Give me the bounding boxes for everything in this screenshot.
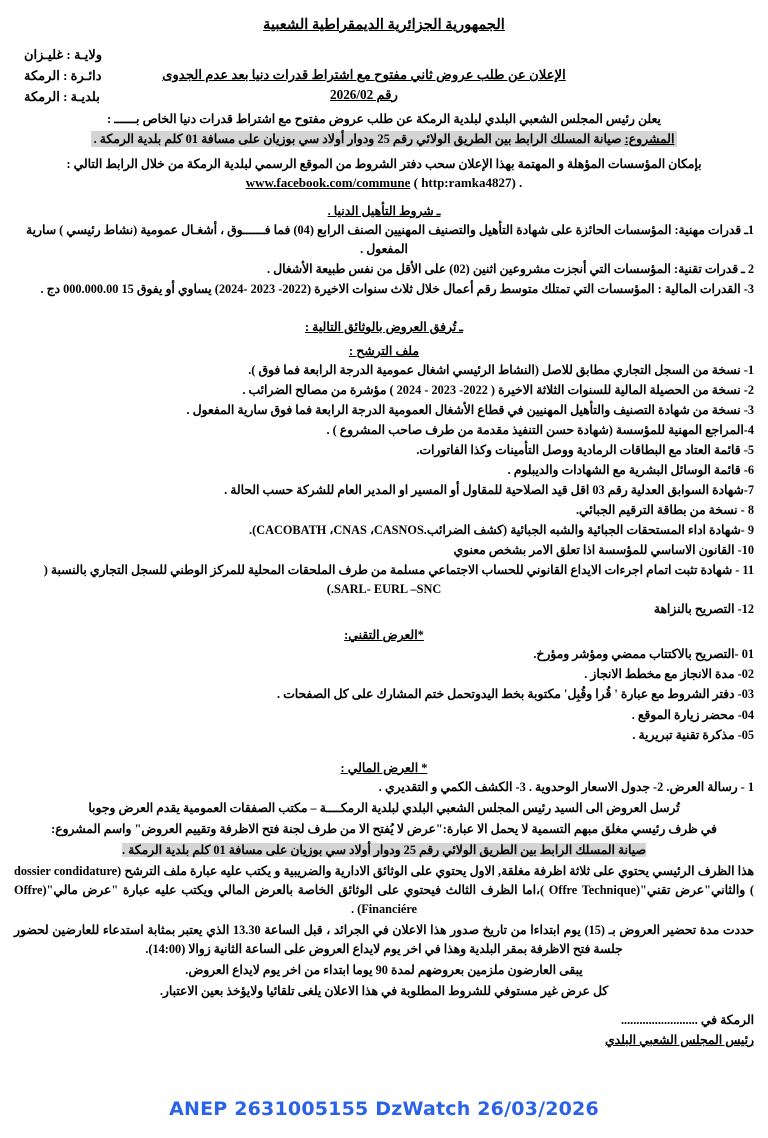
min-qualification-heading: ـ شروط التأهيل الدنيا . bbox=[327, 203, 441, 218]
list-item: 2 ـ قدرات تقنية: المؤسسات التي أنجزت مشروعين اثنين (02) على الأقل من نفس طبيعة الأشغال . bbox=[267, 261, 754, 276]
list-item: 6- قائمة الوسائل البشرية مع الشهادات والديبلوم . bbox=[507, 463, 754, 478]
list-item: 1 - رسالة العرض. 2- جدول الاسعار الوحدوية . 3- الكشف الكمي و التقديري . bbox=[378, 779, 754, 794]
project-label: المشروع: bbox=[624, 131, 675, 146]
list-item: 03- دفتر الشروط مع عبارة ' قُرا وقُبِل' مكتوبة بخط اليدوتحمل ختم المشارك على كل الصفحات . bbox=[276, 687, 754, 702]
project-statement bbox=[14, 131, 754, 147]
submission-paragraph-7: كل عرض غير مستوفي للشروط المطلوبة في هذا الاعلان يلغى تلقائيا ولايؤخذ بعين الاعتبار. bbox=[159, 984, 609, 999]
submission-paragraph-5: حددت مدة تحضير العروض بـ (15) يوم ابتداءا من تاريخ صدور هذا الاعلان في الجرائد ، قبل الساعة 13.30 الذي يعتبر بمثابة استدعاء للعارضين لحضور جلسة فتح الاظرفة بمقر البلدية وهذا في اخر يوم لايداع العروض على الساعة الثانية زوالا (14:00). bbox=[14, 922, 755, 956]
official-website-line bbox=[14, 175, 754, 191]
list-item: 11 - شهادة تثبت اتمام اجرءات الايداع القانوني للحساب الاجتماعي مسلمة من طرف الملحقات المحلية للمركز الوطني للسجل التجاري بالنسبة ( SARL- EURL –SNC.) bbox=[43, 563, 754, 597]
list-item: 05- مذكرة تقنية تبريرية . bbox=[632, 727, 754, 742]
submission-paragraph-6: يبقى العارضون ملزمين بعروضهم لمدة 90 يوما ابتداء من اخر يوم لايداع العروض. bbox=[185, 963, 583, 978]
page-title: الجمهورية الجزائرية الديمقراطية الشعبية bbox=[263, 17, 505, 33]
submission-paragraph-1: تُرسل العروض الى السيد رئيس المجلس الشعبي البلدي لبلدية الرمكــــة – مكتب الصفقات العمومية يقدم العرض وجوبا bbox=[88, 800, 680, 815]
candidacy-file-heading: ملف الترشح : bbox=[348, 343, 420, 358]
list-item: 7-شهادة السوابق العدلية رقم 03 اقل قيد الصلاحية للمقاول أو المسير او المدير العام للشركة حسب الحالة . bbox=[224, 483, 754, 498]
min-qualification-list bbox=[14, 221, 754, 299]
announcement-intro: يعلن رئيس المجلس الشعبي البلدي لبلدية الرمكة عن طلب عروض مفتوح مع اشتراط قدرات دنيا الخاص بــــــ : bbox=[107, 111, 661, 126]
highlighted-project-name: صيانة المسلك الرابط بين الطريق الولائي رقم 25 ودوار أولاد سي بوزيان على مسافة 01 كلم بلدية الرمكة . bbox=[122, 842, 646, 857]
footer bbox=[0, 1098, 768, 1120]
list-item: 3- نسخة من شهادة التصنيف والتأهيل المهنيين في قطاع الأشغال العمومية الدرجة الرابعة فما فوق سارية المفعول . bbox=[186, 402, 754, 417]
list-item: 8 - نسخة من بطاقة الترقيم الجبائي. bbox=[575, 503, 754, 518]
project-description: صيانة المسلك الرابط بين الطريق الولائي رقم 25 ودوار أولاد سي بوزيان على مسافة 01 كلم بلدية الرمكة . bbox=[93, 131, 622, 146]
list-item: 2- نسخة من الحصيلة المالية للسنوات الثلاثة الاخيرة ( 2022- 2023 - 2024 ) مؤشرة من مصالح الضرائب . bbox=[242, 382, 754, 397]
list-item: 01 -التصريح بالاكتتاب ممضي ومؤشر ومؤرخ. bbox=[533, 647, 754, 662]
baladia-line: بلديـة : الرمكة bbox=[24, 89, 100, 105]
url-suffix: ( http:ramka4827) . bbox=[413, 174, 523, 190]
candidacy-file-list bbox=[14, 361, 754, 620]
list-item: 12- التصريح بالنزاهة bbox=[653, 602, 754, 617]
list-item: 5- قائمة العتاد مع البطاقات الرمادية ووصل التأمينات وكذا الفاتورات. bbox=[416, 442, 754, 457]
technical-offer-heading: *العرض التقني: bbox=[344, 628, 424, 643]
list-item: 1ـ قدرات مهنية: المؤسسات الحائزة على شهادة التأهيل والتصنيف المهنيين الصنف الرابع (04) فما فــــــوق ، أشغـال عمومية (نشاط رئيسي ) سارية المفعول . bbox=[26, 222, 754, 256]
signature-signatory: رئيس المجلس الشعبي البلدي bbox=[605, 1032, 754, 1047]
daira-line: دائـرة : الرمكة bbox=[24, 68, 102, 84]
facebook-link[interactable]: www.facebook.com/commune bbox=[245, 174, 411, 190]
signature-block bbox=[14, 1011, 754, 1050]
list-item: 4-المراجع المهنية للمؤسسة (شهادة حسن التنفيذ مقدمة من طرف صاحب المشروع ) . bbox=[326, 422, 754, 437]
documents-intro: ـ تُرفق العروض بالوثائق التالية : bbox=[304, 319, 464, 334]
signature-place-date: الرمكة في ......................... bbox=[620, 1013, 754, 1028]
list-item: 9 -شهادة اداء المستحقات الجبائية والشبه الجبائية (كشف الضرائب.CACOBATH ،CNAS ،CASNOS). bbox=[249, 523, 754, 538]
announcement-title: الإعلان عن طلب عروض ثاني مفتوح مع اشتراط قدرات دنيا بعد عدم الجدوى bbox=[162, 67, 566, 83]
list-item: 04- محضر زيارة الموقع . bbox=[631, 707, 754, 722]
financial-offer-heading: * العرض المالي : bbox=[340, 760, 428, 775]
submission-project-highlight bbox=[14, 841, 754, 860]
financial-offer-list bbox=[14, 778, 754, 797]
list-item: 1- نسخة من السجل التجاري مطابق للاصل (النشاط الرئيسي اشغال عمومية الدرجة الرابعة فما فوق ). bbox=[248, 362, 754, 377]
anep-reference: ANEP 2631005155 DzWatch 26/03/2026 bbox=[169, 1098, 599, 1120]
announcement-number: رقم 2026/02 bbox=[330, 86, 398, 102]
wilaya-line: ولايـة : غليـزان bbox=[24, 47, 103, 62]
list-item: 3- القدرات المالية : المؤسسات التي تمتلك متوسط رقم أعمال خلال ثلاث سنوات الاخيرة (2022- 2023 -2024) يساوي أو يفوق 15 000.000.00 دج . bbox=[40, 281, 754, 296]
technical-offer-list bbox=[14, 645, 754, 744]
withdrawal-note: بإمكان المؤسسات المؤهلة و المهتمة بهذا الإعلان سحب دفتر الشروط من الموقع الرسمي لبلدية الرمكة من خلال الرابط التالي : bbox=[66, 156, 702, 171]
list-item: 02- مدة الانجاز مع مخطط الانجاز . bbox=[584, 667, 754, 682]
submission-paragraph-4: هذا الظرف الرئيسي يحتوي على ثلاثة اظرفة مغلقة, الاول يحتوي على الوثائق الادارية والضريبية و يكتب عليه عبارة ملف الترشح (dossier condidature ) والثاني"عرض تقني"(Offre Technique )،اما الظرف الثالث فيحتوي على الوثائق الخاصة بالعرض المالي ويكتب عليه عبارة "عرض مالي"(Offre Financiére) . bbox=[14, 863, 755, 916]
list-item: 10- القانون الاساسي للمؤسسة اذا تعلق الامر بشخص معنوي bbox=[453, 543, 754, 558]
submission-paragraph-2: في ظرف رئيسي مغلق مبهم التسمية لا يحمل الا عبارة:"عرض لا يُفتح الا من طرف لجنة فتح الاظرفة وتقييم العروض" واسم المشروع: bbox=[51, 821, 717, 836]
